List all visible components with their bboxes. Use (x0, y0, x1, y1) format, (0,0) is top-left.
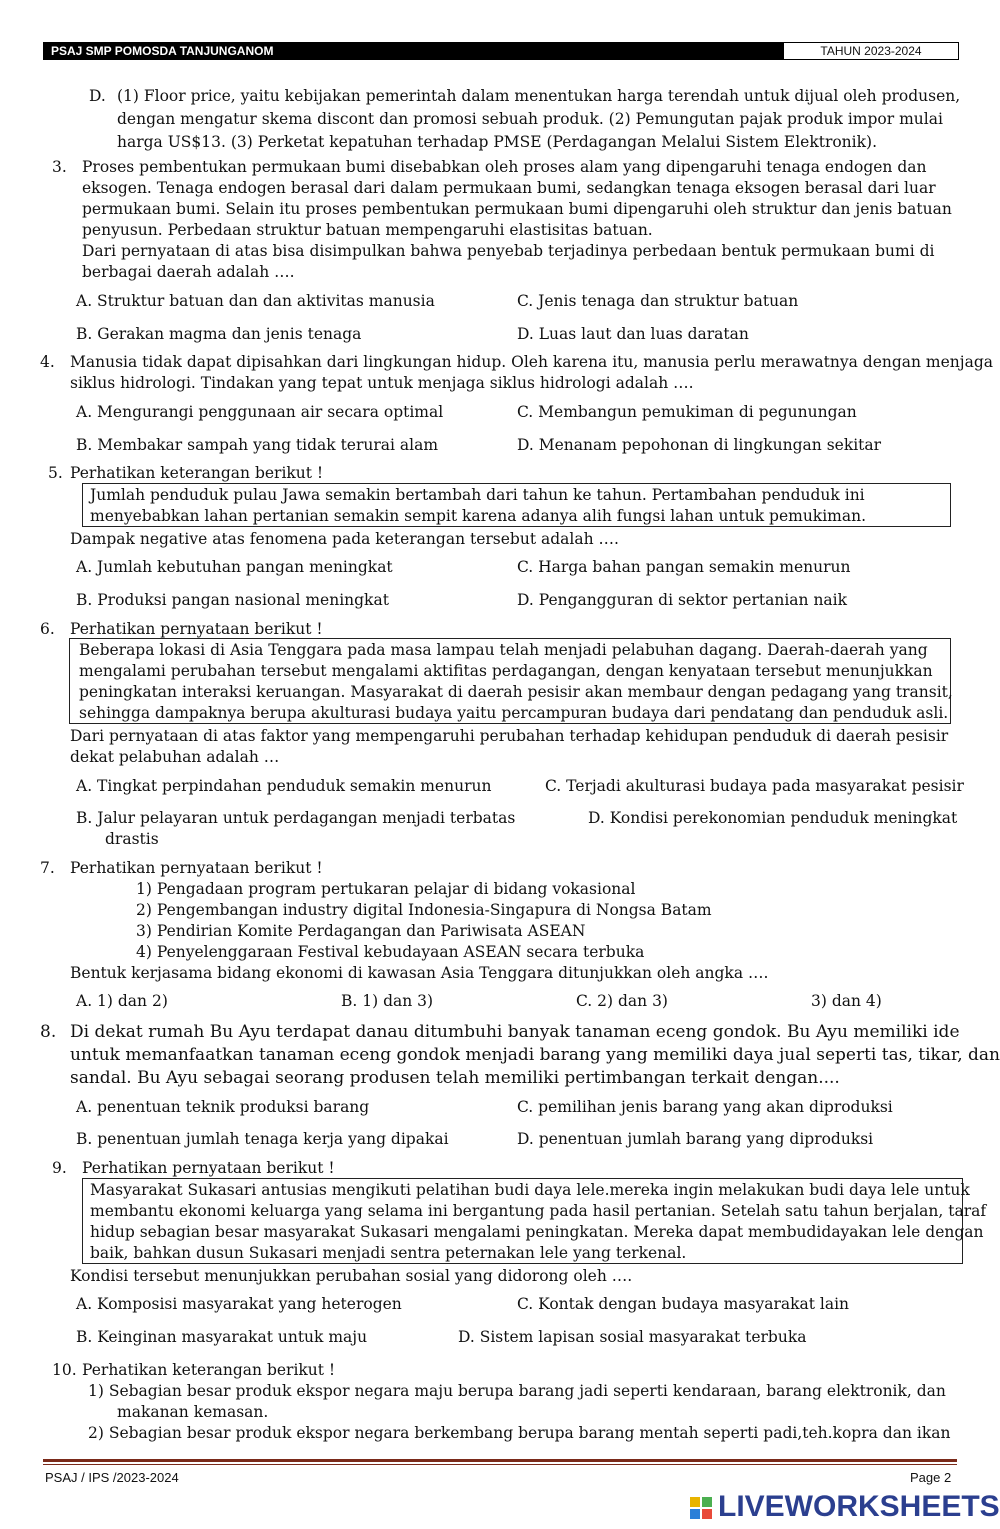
footer-rule-thin (43, 1464, 957, 1465)
q10-item-1: 1) Sebagian besar produk ekspor negara maju berupa barang jadi seperti kendaraan, barang elektronik, dan (88, 1382, 946, 1400)
q4-option-d[interactable]: D. Menanam pepohonan di lingkungan sekitar (517, 436, 882, 454)
q5-question: Dampak negative atas fenomena pada keterangan tersebut adalah …. (70, 530, 619, 548)
logo-square-icon (690, 1497, 700, 1507)
q7-option-b[interactable]: B. 1) dan 3) (341, 992, 434, 1010)
q4-option-b[interactable]: B. Membakar sampah yang tidak terurai alam (76, 436, 439, 454)
q5-box-line1: Jumlah penduduk pulau Jawa semakin bertambah dari tahun ke tahun. Pertambahan penduduk ini (90, 486, 865, 504)
q5-option-d[interactable]: D. Pengangguran di sektor pertanian naik (517, 591, 848, 609)
q7-number: 7. (40, 859, 55, 877)
q5-option-a[interactable]: A. Jumlah kebutuhan pangan meningkat (76, 558, 393, 576)
q3-option-a[interactable]: A. Struktur batuan dan dan aktivitas manusia (76, 292, 435, 310)
q8-number: 8. (40, 1022, 57, 1042)
q9-option-d[interactable]: D. Sistem lapisan sosial masyarakat terbuka (458, 1328, 807, 1346)
q8-line1: Di dekat rumah Bu Ayu terdapat danau ditumbuhi banyak tanaman eceng gondok. Bu Ayu memiliki ide (70, 1022, 960, 1042)
q9-number: 9. (52, 1159, 67, 1177)
q9-question: Kondisi tersebut menunjukkan perubahan sosial yang didorong oleh …. (70, 1267, 633, 1285)
q9-box-line2: membantu ekonomi keluarga yang selama ini bergantung pada hasil pertanian. Setelah satu tahun berjalan, taraf (90, 1202, 987, 1220)
q7-option-c[interactable]: C. 2) dan 3) (576, 992, 668, 1010)
q7-intro: Perhatikan pernyataan berikut ! (70, 859, 323, 877)
q7-item-1: 1) Pengadaan program pertukaran pelajar di bidang vokasional (136, 880, 636, 898)
q9-box-line3: hidup sebagian besar masyarakat Sukasari mengalami peningkatan. Mereka dapat membudidayakan lele dengan (90, 1223, 984, 1241)
q7-question: Bentuk kerjasama bidang ekonomi di kawasan Asia Tenggara ditunjukkan oleh angka …. (70, 964, 769, 982)
q6-option-d[interactable]: D. Kondisi perekonomian penduduk meningkat (588, 809, 958, 827)
q9-option-a[interactable]: A. Komposisi masyarakat yang heterogen (76, 1295, 402, 1313)
q9-option-c[interactable]: C. Kontak dengan budaya masyarakat lain (517, 1295, 850, 1313)
q2-option-d-line1: (1) Floor price, yaitu kebijakan pemerintah dalam menentukan harga terendah untuk dijual oleh produsen, (117, 87, 961, 105)
q10-intro: Perhatikan keterangan berikut ! (82, 1361, 336, 1379)
q6-question-line1: Dari pernyataan di atas faktor yang mempengaruhi perubahan terhadap kehidupan penduduk di daerah pesisir (70, 727, 949, 745)
page-number: Page 2 (910, 1470, 952, 1485)
q4-line1: Manusia tidak dapat dipisahkan dari lingkungan hidup. Oleh karena itu, manusia perlu merawatnya dengan menjaga (70, 353, 993, 371)
logo-square-icon (702, 1509, 712, 1519)
q9-option-b[interactable]: B. Keinginan masyarakat untuk maju (76, 1328, 368, 1346)
q6-box-line4: sehingga dampaknya berupa akulturasi budaya yaitu percampuran budaya dari pendatang dan penduduk asli. (79, 704, 949, 722)
q5-number: 5. (48, 464, 63, 482)
school-name: PSAJ SMP POMOSDA TANJUNGANOM (51, 44, 274, 58)
q7-item-2: 2) Pengembangan industry digital Indonesia-Singapura di Nongsa Batam (136, 901, 712, 919)
q7-item-4: 4) Penyelenggaraan Festival kebudayaan ASEAN secara terbuka (136, 943, 645, 961)
q3-line2: eksogen. Tenaga endogen berasal dari dalam permukaan bumi, sedangkan tenaga eksogen berasal dari luar (82, 179, 936, 197)
q6-box-line1: Beberapa lokasi di Asia Tenggara pada masa lampau telah menjadi pelabuhan dagang. Daerah-daerah yang (79, 641, 928, 659)
q8-option-d[interactable]: D. penentuan jumlah barang yang diproduksi (517, 1130, 874, 1148)
q7-option-d[interactable]: 3) dan 4) (811, 992, 882, 1010)
q9-intro: Perhatikan pernyataan berikut ! (82, 1159, 335, 1177)
footer-rule-thick (43, 1459, 957, 1462)
q3-option-c[interactable]: C. Jenis tenaga dan struktur batuan (517, 292, 799, 310)
watermark-text: LIVEWORKSHEETS (718, 1490, 1000, 1523)
q4-number: 4. (40, 353, 55, 371)
q6-number: 6. (40, 620, 55, 638)
q6-option-b-continued: drastis (105, 830, 159, 848)
q6-box-line2: mengalami perubahan tersebut mengalami aktifitas perdagangan, dengan kenyataan tersebut menunjukkan (79, 662, 933, 680)
q8-option-a[interactable]: A. penentuan teknik produksi barang (76, 1098, 370, 1116)
q6-box-line3: peningkatan interaksi keruangan. Masyarakat di daerah pesisir akan membaur dengan pedagang yang transit, (79, 683, 953, 701)
q3-line6: berbagai daerah adalah …. (82, 263, 295, 281)
q9-box-line4: baik, bahkan dusun Sukasari menjadi sentra peternakan lele yang terkenal. (90, 1244, 687, 1262)
q3-line1: Proses pembentukan permukaan bumi disebabkan oleh proses alam yang dipengaruhi tenaga endogen dan (82, 158, 927, 176)
q6-option-a[interactable]: A. Tingkat perpindahan penduduk semakin menurun (76, 777, 492, 795)
q7-option-a[interactable]: A. 1) dan 2) (76, 992, 168, 1010)
q9-box-line1: Masyarakat Sukasari antusias mengikuti pelatihan budi daya lele.mereka ingin melakukan budi daya lele untuk (90, 1181, 970, 1199)
q4-option-a[interactable]: A. Mengurangi penggunaan air secara optimal (76, 403, 444, 421)
logo-square-icon (690, 1509, 700, 1519)
q5-option-b[interactable]: B. Produksi pangan nasional meningkat (76, 591, 389, 609)
q5-option-c[interactable]: C. Harga bahan pangan semakin menurun (517, 558, 851, 576)
q4-line2: siklus hidrologi. Tindakan yang tepat untuk menjaga siklus hidrologi adalah …. (70, 374, 694, 392)
q8-option-c[interactable]: C. pemilihan jenis barang yang akan diproduksi (517, 1098, 893, 1116)
q10-item-1-continued: makanan kemasan. (117, 1403, 269, 1421)
q6-option-b[interactable]: B. Jalur pelayaran untuk perdagangan menjadi terbatas (76, 809, 516, 827)
q3-number: 3. (52, 158, 67, 176)
q7-item-3: 3) Pendirian Komite Perdagangan dan Pariwisata ASEAN (136, 922, 586, 940)
q10-number: 10. (52, 1361, 77, 1379)
q4-option-c[interactable]: C. Membangun pemukiman di pegunungan (517, 403, 857, 421)
q2-option-d-line2: dengan mengatur skema discont dan promosi sebuah produk. (2) Pemungutan pajak produk impor mulai (117, 110, 943, 128)
academic-year: TAHUN 2023-2024 (783, 42, 959, 60)
q2-option-d-letter: D. (89, 87, 106, 105)
q3-line5: Dari pernyataan di atas bisa disimpulkan bahwa penyebab terjadinya perbedaan bentuk permukaan bumi di (82, 242, 935, 260)
q3-line4: penyusun. Perbedaan struktur batuan mempengaruhi elastisitas batuan. (82, 221, 653, 239)
q6-intro: Perhatikan pernyataan berikut ! (70, 620, 323, 638)
footer-course-code: PSAJ / IPS /2023-2024 (45, 1470, 179, 1485)
q2-option-d-line3: harga US$13. (3) Perketat kepatuhan terhadap PMSE (Perdagangan Melalui Sistem Elektronik). (117, 133, 877, 151)
q6-question-line2: dekat pelabuhan adalah … (70, 748, 280, 766)
q3-option-b[interactable]: B. Gerakan magma dan jenis tenaga (76, 325, 362, 343)
logo-square-icon (702, 1497, 712, 1507)
q8-line3: sandal. Bu Ayu sebagai seorang produsen telah memiliki pertimbangan terkait dengan.... (70, 1068, 840, 1088)
q3-option-d[interactable]: D. Luas laut dan luas daratan (517, 325, 749, 343)
q5-box-line2: menyebabkan lahan pertanian semakin sempit karena adanya alih fungsi lahan untuk pemukiman. (90, 507, 866, 525)
q6-option-c[interactable]: C. Terjadi akulturasi budaya pada masyarakat pesisir (545, 777, 964, 795)
q8-option-b[interactable]: B. penentuan jumlah tenaga kerja yang dipakai (76, 1130, 449, 1148)
q10-item-2: 2) Sebagian besar produk ekspor negara berkembang berupa barang mentah seperti padi,teh.kopra dan ikan (88, 1424, 951, 1442)
q8-line2: untuk memanfaatkan tanaman eceng gondok menjadi barang yang memiliki daya jual seperti tas, tikar, dan (70, 1045, 1000, 1065)
q3-line3: permukaan bumi. Selain itu proses pembentukan permukaan bumi dipengaruhi oleh struktur dan jenis batuan (82, 200, 952, 218)
q5-intro: Perhatikan keterangan berikut ! (70, 464, 324, 482)
